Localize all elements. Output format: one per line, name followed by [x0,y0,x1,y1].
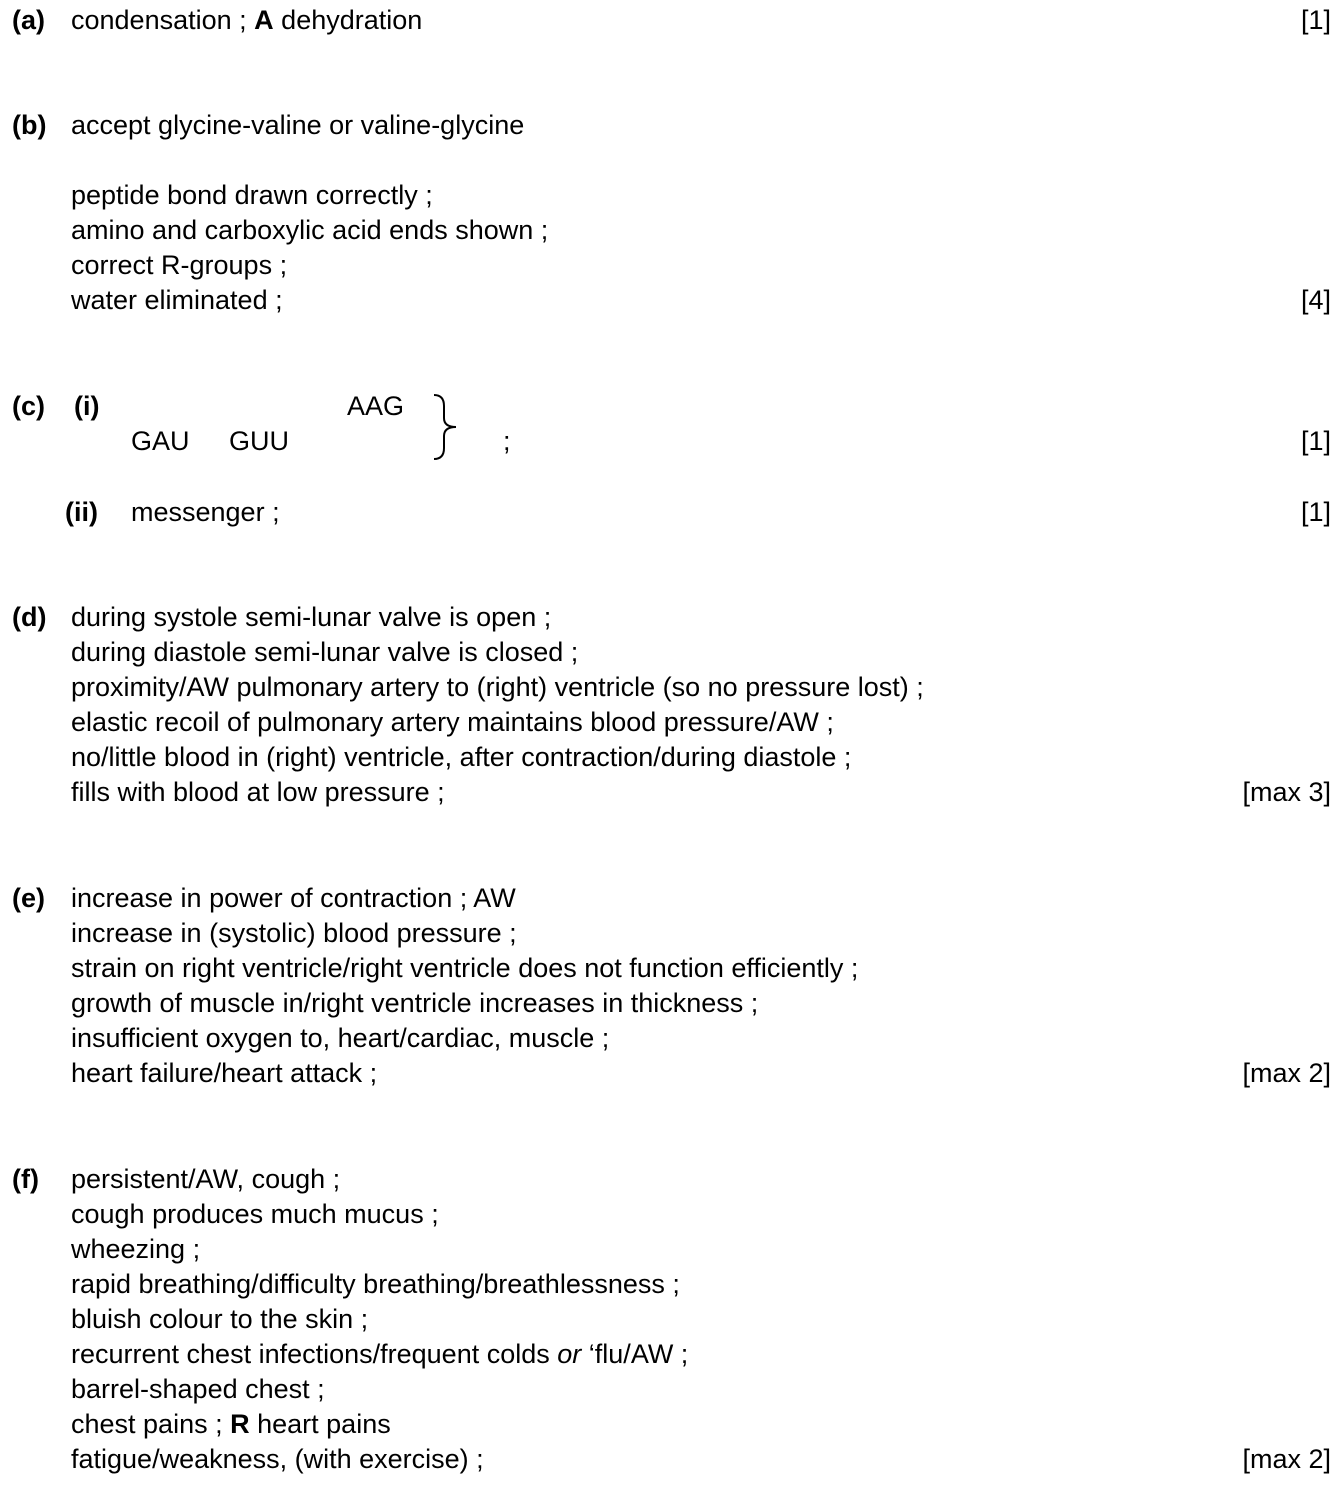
part-f-mark: [max 2] [1242,1444,1331,1474]
part-f-line-5: bluish colour to the skin ; [71,1304,369,1334]
part-a-label: (a) [12,5,45,35]
part-f-reject-marker: R [230,1409,250,1439]
part-f-line-8-start: chest pains ; [71,1409,223,1439]
part-c-ii-mark: [1] [1300,497,1331,527]
part-f-line-6-start: recurrent chest infections/frequent colds [71,1339,550,1369]
part-d-line-2: during diastole semi-lunar valve is closed ; [71,637,579,667]
part-f-line-3: wheezing ; [71,1234,201,1264]
part-c-i-label: (i) [74,391,100,421]
part-b-line-4: water eliminated ; [71,285,283,315]
part-b-line-1: peptide bond drawn correctly ; [71,180,433,210]
part-a-answer [71,3,422,38]
part-c-i-mark: [1] [1300,426,1331,456]
codon-gau: GAU [131,426,190,456]
part-a-alt: dehydration [281,5,423,35]
part-c-label: (c) [12,391,45,421]
part-e-line-1: increase in power of contraction ; AW [71,883,516,913]
part-e-line-5: insufficient oxygen to, heart/cardiac, muscle ; [71,1023,610,1053]
part-e-mark: [max 2] [1242,1058,1331,1088]
part-a-accept-marker: A [254,5,274,35]
part-e-line-6: heart failure/heart attack ; [71,1058,378,1088]
part-f-label: (f) [12,1164,39,1194]
part-b-mark: [4] [1300,285,1331,315]
part-d-line-4: elastic recoil of pulmonary artery maintains blood pressure/AW ; [71,707,834,737]
part-d-line-3: proximity/AW pulmonary artery to (right) ventricle (so no pressure lost) ; [71,672,924,702]
part-a-text: condensation ; [71,5,247,35]
part-b-line-2: amino and carboxylic acid ends shown ; [71,215,549,245]
part-f-line-8 [71,1407,391,1442]
part-f-line-6-end: ‘flu/AW ; [588,1339,689,1369]
part-d-mark: [max 3] [1242,777,1331,807]
part-e-line-2: increase in (systolic) blood pressure ; [71,918,517,948]
part-d-label: (d) [12,602,47,632]
part-c-ii-answer: messenger ; [131,497,280,527]
part-f-line-4: rapid breathing/difficulty breathing/breathlessness ; [71,1269,680,1299]
codon-aag: AAG [347,391,405,421]
part-f-line-7: barrel-shaped chest ; [71,1374,325,1404]
part-f-line-1: persistent/AW, cough ; [71,1164,341,1194]
part-d-line-5: no/little blood in (right) ventricle, after contraction/during diastole ; [71,742,852,772]
part-f-line-8-end: heart pains [257,1409,391,1439]
part-c-ii-label: (ii) [65,497,98,527]
part-d-line-1: during systole semi-lunar valve is open ; [71,602,552,632]
part-f-line-9: fatigue/weakness, (with exercise) ; [71,1444,484,1474]
part-e-line-3: strain on right ventricle/right ventricle does not function efficiently ; [71,953,859,983]
part-f-line-6 [71,1337,688,1372]
part-f-line-6-or: or [557,1339,582,1369]
codon-guu: GUU [229,426,289,456]
part-e-label: (e) [12,883,45,913]
part-e-line-4: growth of muscle in/right ventricle increases in thickness ; [71,988,759,1018]
part-b-label: (b) [12,110,47,140]
part-c-i-semicolon: ; [503,426,511,456]
part-f-line-2: cough produces much mucus ; [71,1199,439,1229]
right-brace-icon [428,392,462,462]
part-d-line-6: fills with blood at low pressure ; [71,777,445,807]
part-a-mark: [1] [1300,5,1331,35]
part-b-intro: accept glycine-valine or valine-glycine [71,110,525,140]
part-b-line-3: correct R-groups ; [71,250,288,280]
